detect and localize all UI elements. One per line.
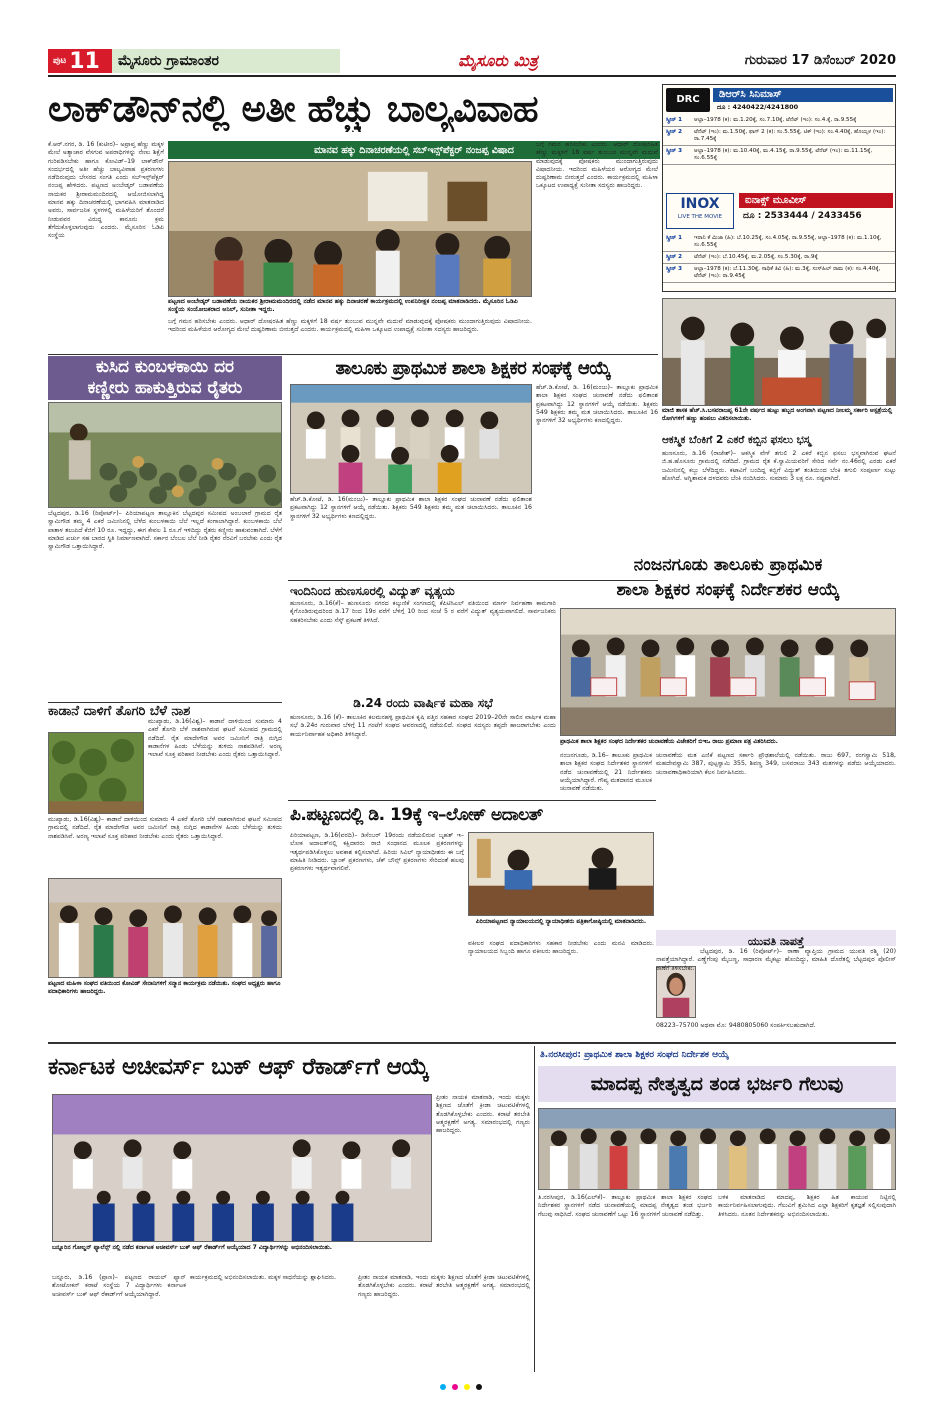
adalat-col2: ವಕೀಲರ ಸಂಘದ ಪದಾಧಿಕಾರಿಗಳು ಸಹಕಾರ ನೀಡಬೇಕು ಎಂದು ಮನವಿ ಮಾಡಿದರು. ನ್ಯಾಯಾಲಯದ ಸಿಬ್ಬಂದಿ ಹಾಗೂ ವಕೀಲರು ಹಾಜರಿದ್ದರು. xyxy=(468,940,654,956)
yuvati-headline: ಯುವತಿ ನಾಪತ್ತೆ xyxy=(747,935,805,948)
lead-col1: ಕೆ.ಆರ್.ನಗರ, ಡಿ. 16 (ಕುಟೀರ)– ಅಪ್ರಾಪ್ತ ಹೆಣ್ಣು ಮಕ್ಕಳ ಮೇಲೆ ಅತ್ಯಾಚಾರ ವೆಸಗುವ ಅಪರಾಧಿಗಳನ್ನು ನೇಣು ಶಿಕ್ಷೆಗೆ ಗುರಿಪಡಿಸಬೇಕು ಹಾಗೂ ಕೋವಿಡ್–19 ಲಾಕ್‌ಡೌನ್ ಸಂದರ್ಭದಲ್ಲಿ ಅತೀ ಹೆಚ್ಚು ಬಾಲ್ಯವಿವಾಹ ಪ್ರಕರಣಗಳು ನಡೆದಿರುವುದು ಬೇಸರದ ಸಂಗತಿ ಎಂದು ಸಬ್‌ಇನ್ಸ್‌ಪೆಕ್ಟರ್ ನಂಜಪ್ಪ ಹೇಳಿದರು. ಪಟ್ಟಣದ ಅಂಬೇಡ್ಕರ್ ಬಡಾವಣೆಯ ನಾಯಕರ ಶ್ರೀರಾಮಮಂದಿರದಲ್ಲಿ ಆಯೋಜಿಸಲಾಗಿದ್ದ ಮಾನವ ಹಕ್ಕು ದಿನಾಚರಣೆಯಲ್ಲಿ ಭಾಗವಹಿಸಿ ಮಾತನಾಡಿದ ಅವರು, ಸಾರ್ವಜನಿಕ ಸ್ಥಳಗಳಲ್ಲಿ ಮಹಿಳೆಯರಿಗೆ ತೊಂದರೆ ನೀಡುವವರ ವಿರುದ್ಧ ಕಾನೂನು ಕ್ರಮ ತೆಗೆದುಕೊಳ್ಳಲಾಗುವುದು ಎಂದರು. ಮೈಸೂರಿನ ಓಡಿಪಿ ಸಂಸ್ಥೆಯ xyxy=(48,141,164,240)
kadane-headline: ಕಾಡಾನೆ ದಾಳಿಗೆ ತೊಗರಿ ಬೆಳೆ ನಾಶ xyxy=(48,704,191,719)
inox-tagline: LIVE THE MOVIE xyxy=(677,214,723,220)
cinema-box xyxy=(662,84,896,292)
rule xyxy=(48,702,282,703)
kadane-event-caption: ಪಟ್ಟಣದ ಮಹಿಳಾ ಸಂಘದ ವತಿಯಿಂದ ಕೋವಿಡ್ ಸೇನಾನಿಗಳಿಗೆ ಸನ್ಮಾನ ಕಾರ್ಯಕ್ರಮ ನಡೆಯಿತು. ಸಂಘದ ಅಧ್ಯಕ್ಷರು ಹಾಗೂ ಪದಾಧಿಕಾರಿಗಳು ಹಾಜರಿದ್ದರು. xyxy=(48,980,281,995)
drc-phone: ದೂ : 4240422/4241800 xyxy=(717,103,799,111)
screen-label: ಸ್ಕ್ರೀನ್ 1 xyxy=(666,117,683,123)
judges-photo-image xyxy=(469,833,653,915)
achievers-photo xyxy=(52,1094,432,1242)
hospital-photo-caption: ಮಾಜಿ ಶಾಸಕ ಹೆಚ್.ಸಿ.ಬಸವರಾಜಪ್ಪ 61ನೇ ವರ್ಷದ ಹುಟ್ಟು ಹಬ್ಬದ ಅಂಗವಾಗಿ ಪಟ್ಟಣದ ನೀಲಮ್ಮ ಸರ್ಕಾರಿ ಆಸ್ಪತ್ರೆಯಲ್ಲಿ ರೋಗಿಗಳಿಗೆ ಹಣ್ಣು ಹಂಪಲು ವಿತರಿಸಲಾಯಿತು. xyxy=(662,407,893,422)
lead-headline: ಲಾಕ್‌ಡೌನ್‌ನಲ್ಲಿ ಅತೀ ಹೆಚ್ಚು ಬಾಲ್ಯವಿವಾಹ xyxy=(48,87,538,130)
hospital-photo xyxy=(662,298,896,406)
inox-row xyxy=(663,252,895,264)
nanjangud-headline-box xyxy=(560,552,896,604)
yuvati-phone: 08223–75700 ಅಥವಾ ಮೊ: 9480805060 ಸಂಪರ್ಕಿಸಬಹುದಾಗಿದೆ. xyxy=(656,1022,816,1029)
tnarasipura-headline-box xyxy=(538,1066,896,1102)
page-number: 11 xyxy=(69,48,100,74)
achievers-headline: ಕರ್ನಾಟಕ ಅಚೀವರ್ಸ್ ಬುಕ್ ಆಫ್ ರೆಕಾರ್ಡ್‌ಗೆ ಆಯ್ಕೆ xyxy=(48,1054,429,1080)
lead-col2: ಬಗ್ಗೆ ಗಮನ ಹರಿಸಬೇಕು ಎಂದರು. ಆಧಾರ್ ದೋಷರಹಿತ ಹೆಣ್ಣು ಮಕ್ಕಳಿಗೆ 18 ವರ್ಷ ತುಂಬುವ ಮುನ್ನವೇ ಮದುವೆ ಮಾಡುವುದಕ್ಕೆ ಪೋಷಕರು ಮುಂದಾಗುತ್ತಿರುವುದು ವಿಷಾದನೀಯ. ಇದರಿಂದ ಮಹಿಳೆಯರ ಆರೋಗ್ಯದ ಮೇಲೆ ದುಷ್ಪರಿಣಾಮ ಬೀರುತ್ತದೆ ಎಂದರು. ಕಾರ್ಯಕ್ರಮದಲ್ಲಿ ಮಹಿಳಾ ಒಕ್ಕೂಟದ ಉಪಾಧ್ಯಕ್ಷೆ ಸುನೀತಾ ಸದಸ್ಯರು ಹಾಜರಿದ್ದರು. xyxy=(536,141,658,190)
drc-row xyxy=(663,127,895,146)
hospital-photo-image xyxy=(663,299,895,405)
achievers-col1: ಬನ್ನೂರು, ಡಿ.16 (ಪ್ರಾಣ)– ಪಟ್ಟಣದ ರಾಯಲ್ ಫ್ಯಾನ್ ಶೋಟೋಕನ್ ಕರಾಟೆ ಸಂಸ್ಥೆಯ 7 ವಿದ್ಯಾರ್ಥಿಗಳು ಕರ್ನಾಟಕ ಅಚೀವರ್ಸ್ ಬುಕ್ ಆಫ್ ರೆಕಾರ್ಡ್‌ಗೆ ಆಯ್ಕೆಯಾಗಿದ್ದಾರೆ. xyxy=(52,1274,186,1298)
showtimes: ಆಲ್ಫಾ–1978 (ಕ): ಬೆ.11.30ಕ್ಕೆ, ಸಾಧಿಕೆ ತಿವಿ (ಹಿ): ಮ.3ಕ್ಕೆ, ಸುಸ್‌ಹಿಲ್ ರಾಮ (ಕ): ಸಂ.4.40ಕ್ಕೆ, ಟೆನೆಟ್ (ಇಂ): ರಾ.9.45ಕ್ಕೆ xyxy=(694,266,881,279)
screen-label: ಸ್ಕ್ರೀನ್ 2 xyxy=(666,254,683,260)
pumpkin-text: ಬೆಟ್ಟದಪುರ, ಡಿ.16 (ರಿಪೋರ್ಟ್)– ಪಿರಿಯಾಪಟ್ಟಣ ತಾಲ್ಲೂಕಿನ ಬೆಟ್ಟದಪುರ ಸಮೀಪದ ಅಂಬಲಾರೆ ಗ್ರಾಮದ ರೈತ ಸ್ವಾಮಿಗೌಡ ತಮ್ಮ 4 ಎಕರೆ ಜಮೀನಿನಲ್ಲಿ ಬೆಳೆದ ಕುಂಬಳಕಾಯಿ ಬೆಲೆ ಇಲ್ಲದೆ ಕಂಗಾಲಾಗಿದ್ದಾರೆ. ಕುಂಬಳಕಾಯಿ ಬೆಲೆ ಪಾತಾಳ ತಲುಪಿದೆ ಕೆಜಿಗೆ 10 ರೂ. ಇದ್ದದ್ದು, ಈಗ ಕೇವಲ 1 ರೂ.ಗೆ ಇಳಿದಿದ್ದು ರೈತರು ಕಣ್ಣೀರು ಹಾಕುವಂತಾಗಿದೆ. ಬೆಳೆಗೆ ಮಾಡಿದ ಖರ್ಚು ಸಹ ಬಾರದ ಸ್ಥಿತಿ ನಿರ್ಮಾಣವಾಗಿದೆ. ಸರ್ಕಾರ ಬೆಂಬಲ ಬೆಲೆ ನೀಡಿ ರೈತರ ನೆರವಿಗೆ ಬರಬೇಕು ಎಂದು ರೈತ ಸ್ವಾಮಿಗೌಡ ಒತ್ತಾಯಿಸಿದ್ದಾರೆ. xyxy=(48,510,282,551)
showtimes: ಟೆನೆಟ್ (ಇಂ): ಮ.1.50ಕ್ಕೆ, ಫಾಗ್ 2 (ಕ): ಸಂ.5.55ಕ್ಕೆ, ಟಿಕ್ (ಇಂ): ಸಂ.4.40ಕ್ಕೆ, ಹೊಯ್ಸಳ (ಇಂ): ರಾ.7.45ಕ್ಕೆ xyxy=(694,129,886,142)
drc-logo: DRC xyxy=(666,88,710,112)
screen-label: ಸ್ಕ್ರೀನ್ 3 xyxy=(666,148,683,154)
adalat-photo-caption: ಪಿರಿಯಾಪಟ್ಟಣದ ನ್ಯಾಯಾಲಯದಲ್ಲಿ ನ್ಯಾಯಾಧೀಶರು ಪತ್ರಿಕಾಗೋಷ್ಠಿಯಲ್ಲಿ ಮಾತನಾಡಿದರು. xyxy=(475,918,647,925)
kadane-event-photo xyxy=(48,878,282,978)
tnarasipura-col2: ಬಳಿಕ ಮಾತನಾಡಿದ ಮಾದಪ್ಪ, ಶಿಕ್ಷಕರ ಹಿತ ಕಾಯುವ ನಿಟ್ಟಿನಲ್ಲಿ ಕಾರ್ಯನಿರ್ವಹಿಸಲಾಗುವುದು. ಗೆಲುವಿಗೆ ಶ್ರಮಿಸಿದ ಎಲ್ಲಾ ಶಿಕ್ಷಕರಿಗೆ ಕೃತಜ್ಞತೆ ಸಲ್ಲಿಸುವುದಾಗಿ ತಿಳಿಸಿದರು. ನೂತನ ನಿರ್ದೇಶಕರನ್ನು ಅಭಿನಂದಿಸಲಾಯಿತು. xyxy=(718,1194,896,1218)
tnarasipura-kicker: ತಿ.ನರಸೀಪುರ: ಪ್ರಾಥಮಿಕ ಶಾಲಾ ಶಿಕ್ಷಕರ ಸಂಘದ ನಿರ್ದೇಶಕ ಆಯ್ಕೆ xyxy=(540,1050,729,1060)
pumpkin-photo xyxy=(48,402,282,508)
teachers-headline: ತಾಲೂಕು ಪ್ರಾಥಮಿಕ ಶಾಲಾ ಶಿಕ್ಷಕರ ಸಂಘಕ್ಕೆ ಆಯ್ಕೆ xyxy=(335,358,611,379)
inox-row xyxy=(663,233,895,252)
lead-col3 xyxy=(168,318,532,352)
page-label: ಪುಟ xyxy=(53,56,67,66)
drc-title: ಡಿಆರ್‌ಸಿ ಸಿನಿಮಾಸ್ xyxy=(719,89,782,100)
achievers-photo-caption: ಬನ್ನೂರಿನ ಗೋಲ್ಡನ್ ಫ್ಯಾಲೆನ್ಸ್ ನಲ್ಲಿ ನಡೆದ ಕರ್ನಾಟಕ ಅಚೀವರ್ಸ್ ಬುಕ್ ಆಫ್ ರೆಕಾರ್ಡ್‌ಗೆ ಆಯ್ಕೆಯಾದ 7 ವಿದ್ಯಾರ್ಥಿಗಳನ್ನು ಅಭಿನಂದಿಸಲಾಯಿತು. xyxy=(52,1244,333,1251)
inox-title: ಐನಾಕ್ಸ್ ಮೂವೀಸ್ xyxy=(745,195,807,206)
showtimes: ಆಲ್ಫಾ–1978 (ಕ): ಮ.1.20ಕ್ಕೆ, ಸಂ.7.10ಕ್ಕೆ, ಟೆನೆಟ್ (ಇಂ): ಸಂ.4.ಕ್ಕೆ, ರಾ.9.55ಕ್ಕೆ xyxy=(694,117,857,123)
crop-field-image xyxy=(49,733,143,813)
lead-strap-text: ಮಾನವ ಹಕ್ಕು ದಿನಾಚರಣೆಯಲ್ಲಿ ಸಬ್‌ಇನ್ಸ್‌ಪೆಕ್ಟರ್ ನಂಜಪ್ಪ ವಿಷಾದ xyxy=(314,144,514,156)
drc-row xyxy=(663,115,895,127)
teachers-text: ಹೆಚ್.ಡಿ.ಕೋಟೆ, ಡಿ. 16(ಮಂಜು)– ತಾಲ್ಲೂಕು ಪ್ರಾಥಮಿಕ ಶಾಲಾ ಶಿಕ್ಷಕರ ಸಂಘದ ಚುನಾವಣೆ ನಡೆದು ಫಲಿತಾಂಶ ಪ್ರಕಟವಾಗಿದ್ದು 12 ಸ್ಥಾನಗಳಿಗೆ ಆಯ್ಕೆ ನಡೆಯಿತು. ಶಿಕ್ಷಕರು 549 ಶಿಕ್ಷಕರು ತಮ್ಮ ಮತ ಚಲಾಯಿಸಿದರು. ತಾಲೂಕಿನ 16 ಸ್ಥಾನಗಳಿಗೆ 32 ಅಭ್ಯರ್ಥಿಗಳು ಕಣದಲ್ಲಿದ್ದರು. xyxy=(290,496,532,520)
nanjangud-col2: ಚುನಾವಣೆಯ ಮತ ಎಣಿಕೆ ಪಟ್ಟಣದ ಸರ್ಕಾರಿ ಪ್ರೌಢಶಾಲೆಯಲ್ಲಿ ನಡೆಯಿತು. ರಾಜು 697, ರಂಗಸ್ವಾಮಿ 518, ಮಹದೇವಸ್ವಾಮಿ 387, ಪುಟ್ಟಸ್ವಾಮಿ 355, ಶಿವಣ್ಣ 349, ಬಸವರಾಜು 343 ಮತಗಳನ್ನು ಪಡೆದು ಆಯ್ಕೆಯಾದರು. ಚುನಾವಣಾಧಿಕಾರಿಯಾಗಿ ಕೆಲಸ ನಿರ್ವಹಿಸಿದರು. xyxy=(656,752,896,776)
section-banner xyxy=(112,49,340,73)
inox-logo xyxy=(666,193,734,229)
drc-row xyxy=(663,146,895,165)
rule xyxy=(534,1046,535,1372)
inox-phone: ದೂ : 2533444 / 2433456 xyxy=(743,211,862,221)
achievers-col3: ಪ್ರೀತಂ ನಾಯಕ ಮಾತನಾಡಿ, ಇಂದು ಮಕ್ಕಳು ಶಿಕ್ಷಣದ ಜೊತೆಗೆ ಕ್ರೀಡಾ ಚಟುವಟಿಕೆಗಳಲ್ಲಿ ತೊಡಗಿಕೊಳ್ಳಬೇಕು ಎಂದರು. ಕರಾಟೆ ತರಬೇತಿ ಆತ್ಮರಕ್ಷಣೆಗೆ ಅಗತ್ಯ. ಸಮಾರಂಭದಲ್ಲಿ ಗಣ್ಯರು ಹಾಜರಿದ್ದರು. xyxy=(436,1094,530,1135)
pumpkin-headline-box xyxy=(48,356,282,400)
power-headline: ಇಂದಿನಿಂದ ಹುಣಸೂರಲ್ಲಿ ವಿದ್ಯುತ್ ವ್ಯತ್ಯಯ xyxy=(290,584,455,598)
inox-row xyxy=(663,264,895,283)
karate-students-image xyxy=(53,1095,431,1241)
tnarasipura-headline: ಮಾದಪ್ಪ ನೇತೃತ್ವದ ತಂಡ ಭರ್ಜರಿ ಗೆಲುವು xyxy=(590,1073,844,1095)
rule xyxy=(288,800,656,801)
adalat-col1: ಪಿರಿಯಾಪಟ್ಟಣ, ಡಿ.16(ವರದಿ)– ಡಿಸೆಂಬರ್ 19ರಂದು ನಡೆಯಲಿರುವ ಬೃಹತ್ ಇ–ಲೋಕ ಅದಾಲತ್‌ನಲ್ಲಿ ಕಕ್ಷಿದಾರರು ರಾಜಿ ಸಂಧಾನದ ಮೂಲಕ ಪ್ರಕರಣಗಳನ್ನು ಇತ್ಯರ್ಥಪಡಿಸಿಕೊಳ್ಳಲು ಅವಕಾಶ ಕಲ್ಪಿಸಲಾಗಿದೆ. ಹಿರಿಯ ಸಿವಿಲ್ ನ್ಯಾಯಾಧೀಶರು ಈ ಬಗ್ಗೆ ಮಾಹಿತಿ ನೀಡಿದರು. ಬ್ಯಾಂಕ್ ಪ್ರಕರಣಗಳು, ಚೆಕ್ ಬೌನ್ಸ್ ಪ್ರಕರಣಗಳು ಸೇರಿದಂತೆ ಹಲವು ಪ್ರಕರಣಗಳು ಇತ್ಯರ್ಥವಾಗಲಿವೆ. xyxy=(290,832,464,873)
yuvati-headline-box xyxy=(656,930,896,946)
masthead xyxy=(48,48,896,74)
screen-label: ಸ್ಕ್ರೀನ್ 1 xyxy=(666,235,683,241)
meeting-photo-image xyxy=(169,162,531,296)
teachers-text-right: ಹೆಚ್.ಡಿ.ಕೋಟೆ, ಡಿ. 16(ಮಂಜು)– ತಾಲ್ಲೂಕು ಪ್ರಾಥಮಿಕ ಶಾಲಾ ಶಿಕ್ಷಕರ ಸಂಘದ ಚುನಾವಣೆ ನಡೆದು ಫಲಿತಾಂಶ ಪ್ರಕಟವಾಗಿದ್ದು 12 ಸ್ಥಾನಗಳಿಗೆ ಆಯ್ಕೆ ನಡೆಯಿತು. ಶಿಕ್ಷಕರು 549 ಶಿಕ್ಷಕರು ತಮ್ಮ ಮತ ಚಲಾಯಿಸಿದರು. ತಾಲೂಕಿನ 16 ಸ್ಥಾನಗಳಿಗೆ 32 ಅಭ್ಯರ್ಥಿಗಳು ಕಣದಲ್ಲಿದ್ದರು. xyxy=(536,384,658,425)
fire-headline: ಆಕಸ್ಮಿಕ ಬೆಂಕಿಗೆ 2 ಎಕರೆ ಕಬ್ಬಿನ ಫಸಲು ಭಸ್ಮ xyxy=(662,434,811,446)
lead-col3-text: ಬಗ್ಗೆ ಗಮನ ಹರಿಸಬೇಕು ಎಂದರು. ಆಧಾರ್ ದೋಷರಹಿತ ಹೆಣ್ಣು ಮಕ್ಕಳಿಗೆ 18 ವರ್ಷ ತುಂಬುವ ಮುನ್ನವೇ ಮದುವೆ ಮಾಡುವುದಕ್ಕೆ ಪೋಷಕರು ಮುಂದಾಗುತ್ತಿರುವುದು ವಿಷಾದನೀಯ. ಇದರಿಂದ ಮಹಿಳೆಯರ ಆರೋಗ್ಯದ ಮೇಲೆ ದುಷ್ಪರಿಣಾಮ ಬೀರುತ್ತದೆ ಎಂದರು. ಕಾರ್ಯಕ್ರಮದಲ್ಲಿ ಮಹಿಳಾ ಒಕ್ಕೂಟದ ಉಪಾಧ್ಯಕ್ಷೆ ಸುನೀತಾ ಸದಸ್ಯರು ಹಾಜರಿದ್ದರು. xyxy=(168,318,532,334)
section-name: ಮೈಸೂರು ಗ್ರಾಮಾಂತರ xyxy=(118,53,219,69)
adalat-headline: ಪಿ.ಪಟ್ಟಣದಲ್ಲಿ ಡಿ. 19ಕ್ಕೆ ಇ–ಲೋಕ್ ಅದಾಲತ್ xyxy=(290,805,543,825)
nanjangud-photo xyxy=(560,608,896,736)
inox-title-bar xyxy=(739,193,893,208)
achievers-col4: ಪ್ರೀತಂ ನಾಯಕ ಮಾತನಾಡಿ, ಇಂದು ಮಕ್ಕಳು ಶಿಕ್ಷಣದ ಜೊತೆಗೆ ಕ್ರೀಡಾ ಚಟುವಟಿಕೆಗಳಲ್ಲಿ ತೊಡಗಿಕೊಳ್ಳಬೇಕು ಎಂದರು. ಕರಾಟೆ ತರಬೇತಿ ಆತ್ಮರಕ್ಷಣೆಗೆ ಅಗತ್ಯ. ಸಮಾರಂಭದಲ್ಲಿ ಗಣ್ಯರು ಹಾಜರಿದ್ದರು. xyxy=(358,1274,530,1298)
inox-brand: INOX xyxy=(680,196,720,212)
tnarasipura-col1: ತಿ.ನರಸೀಪುರ, ಡಿ.16(ಎಲ್‌ಕೆ)– ತಾಲ್ಲೂಕು ಪ್ರಾಥಮಿಕ ಶಾಲಾ ಶಿಕ್ಷಕರ ಸಂಘದ ನಿರ್ದೇಶಕರ ಸ್ಥಾನಗಳಿಗೆ ನಡೆದ ಚುನಾವಣೆಯಲ್ಲಿ ಮಾದಪ್ಪ ನೇತೃತ್ವದ ತಂಡ ಭರ್ಜರಿ ಗೆಲುವು ಸಾಧಿಸಿದೆ. ಸಂಘದ ಚುನಾವಣೆಗೆ ಒಟ್ಟು 16 ಸ್ಥಾನಗಳಿಗೆ ಚುನಾವಣೆ ನಡೆದಿತ್ತು. xyxy=(538,1194,712,1218)
kadane-text: ಮುಖ್ಯಾಡು, ಡಿ.16(ವಿಶ್ವ)– ಕಾಡಾನೆ ದಾಳಿಯಿಂದ ಸುಮಾರು 4 ಎಕರೆ ತೊಗರಿ ಬೆಳೆ ನಾಶವಾಗಿರುವ ಘಟನೆ ಸಮೀಪದ ಗ್ರಾಮದಲ್ಲಿ ನಡೆದಿದೆ. ರೈತ ಮಾದೇಗೌಡ ಅವರ ಜಮೀನಿಗೆ ರಾತ್ರಿ ನುಗ್ಗಿದ ಕಾಡಾನೆಗಳ ಹಿಂಡು ಬೆಳೆಯನ್ನು ತುಳಿದು ನಾಶಪಡಿಸಿವೆ. ಅರಣ್ಯ ಇಲಾಖೆ ಸೂಕ್ತ ಪರಿಹಾರ ನೀಡಬೇಕು ಎಂದು ರೈತರು ಒತ್ತಾಯಿಸಿದ್ದಾರೆ. xyxy=(148,718,282,759)
teachers-photo xyxy=(290,384,532,494)
drc-title-bar xyxy=(713,88,893,102)
lead-photo xyxy=(168,161,532,297)
pumpkin-photo-image xyxy=(49,403,281,507)
registration-marks xyxy=(440,1384,500,1392)
agm-headline: ಡಿ.24 ರಂದು ವಾರ್ಷಿಕ ಮಹಾ ಸಭೆ xyxy=(353,696,493,710)
fire-text: ಹುಣಸೂರು, ಡಿ.16 (ರಾಜೇಶ್)– ಆಕಸ್ಮಿಕ ವೇಳೆ ತಗುಲಿ 2 ಎಕರೆ ಕಬ್ಬಿನ ಫಸಲು ಭಸ್ಮವಾಗಿರುವ ಘಟನೆ ಜಿ.ಹ.ಹೊಸೂರು ಗ್ರಾಮದಲ್ಲಿ ನಡೆದಿದೆ. ಗ್ರಾಮದ ರೈತ ಕೆ.ಸ್ವಾಮಿಯವರಿಗೆ ಸೇರಿದ ಸರ್ವೆ ನಂ.46ರಲ್ಲಿ ಎರಡು ಎಕರೆ ಜಮೀನಿನಲ್ಲಿ ಕಬ್ಬು ಬೆಳೆದಿದ್ದರು. ಕಟಾವಿಗೆ ಬಂದಿದ್ದ ಕಬ್ಬಿಗೆ ವಿದ್ಯುತ್ ತಂತಿಯಿಂದ ಬೆಂಕಿ ತಗುಲಿ ಸಂಪೂರ್ಣ ಸುಟ್ಟು ಹೋಗಿದೆ. ಅಗ್ನಿಶಾಮಕ ದಳದವರು ಬೆಂಕಿ ನಂದಿಸಿದರು. ಸುಮಾರು 3 ಲಕ್ಷ ರೂ. ನಷ್ಟವಾಗಿದೆ. xyxy=(662,450,896,482)
rule xyxy=(48,1042,896,1044)
rule xyxy=(48,354,658,355)
kadane-photo xyxy=(48,732,144,814)
pumpkin-headline-2: ಕಣ್ಣೀರು ಹಾಕುತ್ತಿರುವ ರೈತರು xyxy=(87,378,243,398)
screen-label: ಸ್ಕ್ರೀನ್ 2 xyxy=(666,129,683,135)
pumpkin-headline-1: ಕುಸಿದ ಕುಂಬಳಕಾಯಿ ದರ xyxy=(95,357,235,377)
adalat-photo xyxy=(468,832,654,916)
paper-name: ಮೈಸೂರು ಮಿತ್ರ xyxy=(458,51,538,70)
screen-label: ಸ್ಕ್ರೀನ್ 3 xyxy=(666,266,683,272)
teachers-photo-image xyxy=(291,385,531,493)
achievers-col2: ಕಾರ್ಯಕ್ರಮದಲ್ಲಿ ಅಭಿನಂದಿಸಲಾಯಿತು. ಮಕ್ಕಳ ಸಾಧನೆಯನ್ನು ಶ್ಲಾಘಿಸಿದರು. xyxy=(190,1274,337,1281)
issue-date: ಗುರುವಾರ 17 ಡಿಸೆಂಬರ್ 2020 xyxy=(744,53,896,68)
nanjangud-headline-1: ನಂಜನಗೂಡು ತಾಲೂಕು ಪ್ರಾಥಮಿಕ xyxy=(633,555,823,575)
masthead-rule xyxy=(48,75,896,77)
showtimes: ಆಲ್ಫಾ–1978 (ಕ): ಮ.10.40ಕ್ಕೆ, ಮ.4.15ಕ್ಕೆ, ರಾ.9.55ಕ್ಕೆ, ಟೆನೆಟ್ (ಇಂ): ಮ.11.15ಕ್ಕೆ, ಸಂ.6.55ಕ್ಕೆ xyxy=(694,148,873,161)
event-photo-image xyxy=(49,879,281,977)
inox-showtimes xyxy=(663,233,895,283)
nanjangud-photo-caption: ಪ್ರಾಥಮಿಕ ಶಾಲಾ ಶಿಕ್ಷಕರ ಸಂಘದ ನಿರ್ದೇಶಕರ ಚುನಾವಣೆಯ ವಿಜೇತರಿಗೆ ಬಿಇಒ ರಾಜು ಪ್ರಮಾಣ ಪತ್ರ ವಿತರಿಸಿದರು. xyxy=(560,738,778,745)
power-text: ಹುಣಸೂರು, ಡಿ.16(ಕೆ)– ಹುಣಸೂರು ನಗರದ ಕಲ್ಕುಣಿಕೆ ಸಂಗಣದಲ್ಲಿ ಕೆಪಿಟಿಸಿಎಲ್ ವತಿಯಿಂದ ಮಾರ್ಗ ನಿರ್ವಹಣಾ ಕಾಮಗಾರಿ ಕೈಗೊಂಡಿರುವುದರಿಂದ ಡಿ.17 ರಿಂದ 19ರ ವರೆಗೆ ಬೆಳಿಗ್ಗೆ 10 ರಿಂದ ಸಂಜೆ 5 ರ ವರೆಗೆ ವಿದ್ಯುತ್ ವ್ಯತ್ಯಯವಾಗಲಿದೆ. ಸಾರ್ವಜನಿಕರು ಸಹಕರಿಸಬೇಕು ಎಂದು ಸೆಸ್ಕ್ ಪ್ರಕಟಣೆ ತಿಳಿಸಿದೆ. xyxy=(290,600,556,624)
nanjangud-photo-image xyxy=(561,609,895,735)
tnarasipura-photo xyxy=(538,1108,896,1190)
victory-group-image xyxy=(539,1109,895,1189)
yuvati-text: ಬೆಟ್ಟದಪುರ, ಡಿ. 16 (ರಿಪೋರ್ಟ್)– ಠಾಣಾ ವ್ಯಾಪ್ತಿಯ ಗ್ರಾಮದ ಯುವತಿ ರಶ್ಮಿ (20) ನಾಪತ್ತೆಯಾಗಿದ್ದಾರೆ. ಎಣ್ಣೆಗೆಂಪು ಮೈಬಣ್ಣ, ಸಾಧಾರಣ ಮೈಕಟ್ಟು ಹೊಂದಿದ್ದು, ಮಾಹಿತಿ ದೊರೆತಲ್ಲಿ ಬೆಟ್ಟದಪುರ ಪೊಲೀಸ್ ಠಾಣೆಗೆ ತಿಳಿಸಬೇಕು. xyxy=(656,948,896,972)
agm-text: ಹುಣಸೂರು, ಡಿ.16 (ಕೆ)– ತಾಲೂಕಿನ ಕಲಮನಹಳ್ಳಿ ಪ್ರಾಥಮಿಕ ಕೃಷಿ ಪತ್ತಿನ ಸಹಕಾರ ಸಂಘದ 2019–20ನೇ ಸಾಲಿನ ವಾರ್ಷಿಕ ಮಹಾ ಸಭೆ ಡಿ.24ರ ಗುರುವಾರ ಬೆಳಿಗ್ಗೆ 11 ಗಂಟೆಗೆ ಸಂಘದ ಆವರಣದಲ್ಲಿ ನಡೆಯಲಿದೆ. ಸಂಘದ ಸದಸ್ಯರು ತಪ್ಪದೇ ಹಾಜರಾಗಬೇಕು ಎಂದು ಕಾರ್ಯನಿರ್ವಾಹಕ ಅಧಿಕಾರಿ ತಿಳಿಸಿದ್ದಾರೆ. xyxy=(290,714,556,738)
nanjangud-col1: ನಂಜನಗೂಡು, ಡಿ.16– ತಾಲೂಕು ಪ್ರಾಥಮಿಕ ಶಾಲಾ ಶಿಕ್ಷಕರ ಸಂಘದ ನಿರ್ದೇಶಕರ ಸ್ಥಾನಗಳಿಗೆ ನಡೆದ ಚುನಾವಣೆಯಲ್ಲಿ 21 ನಿರ್ದೇಶಕರು ಆಯ್ಕೆಯಾಗಿದ್ದಾರೆ. ಗೌಪ್ಯ ಮತದಾನದ ಮೂಲಕ ಚುನಾವಣೆ ನಡೆಯಿತು. xyxy=(560,752,652,793)
kadane-text-lower: ಮುಖ್ಯಾಡು, ಡಿ.16(ವಿಶ್ವ)– ಕಾಡಾನೆ ದಾಳಿಯಿಂದ ಸುಮಾರು 4 ಎಕರೆ ತೊಗರಿ ಬೆಳೆ ನಾಶವಾಗಿರುವ ಘಟನೆ ಸಮೀಪದ ಗ್ರಾಮದಲ್ಲಿ ನಡೆದಿದೆ. ರೈತ ಮಾದೇಗೌಡ ಅವರ ಜಮೀನಿಗೆ ರಾತ್ರಿ ನುಗ್ಗಿದ ಕಾಡಾನೆಗಳ ಹಿಂಡು ಬೆಳೆಯನ್ನು ತುಳಿದು ನಾಶಪಡಿಸಿವೆ. ಅರಣ್ಯ ಇಲಾಖೆ ಸೂಕ್ತ ಪರಿಹಾರ ನೀಡಬೇಕು ಎಂದು ರೈತರು ಒತ್ತಾಯಿಸಿದ್ದಾರೆ. xyxy=(48,816,282,840)
showtimes: ಟೆನೆಟ್ (ಇಂ): ಬೆ.10.45ಕ್ಕೆ, ಮ.2.05ಕ್ಕೆ, ಸಂ.5.30ಕ್ಕೆ, ರಾ.9ಕ್ಕೆ xyxy=(694,254,818,260)
showtimes: ಇರಾನಿ ಕೆ ಮಿಜಾ (ಹಿ): ಬೆ.10.25ಕ್ಕೆ, ಸಂ.4.05ಕ್ಕೆ, ರಾ.9.55ಕ್ಕೆ, ಆಲ್ಫಾ–1978 (ಕ): ಮ.1.10ಕ್ಕೆ, ಸಂ.6.55ಕ್ಕೆ xyxy=(694,235,882,248)
page-number-badge xyxy=(48,49,112,73)
nanjangud-headline-2: ಶಾಲಾ ಶಿಕ್ಷಕರ ಸಂಘಕ್ಕೆ ನಿರ್ದೇಶಕರ ಆಯ್ಕೆ xyxy=(616,580,840,600)
lead-photo-caption: ಪಟ್ಟಣದ ಅಂಬೇಡ್ಕರ್ ಬಡಾವಣೆಯ ನಾಯಕರ ಶ್ರೀರಾಮಮಂದಿರದಲ್ಲಿ ನಡೆದ ಮಾನವ ಹಕ್ಕು ದಿನಾಚರಣೆ ಕಾರ್ಯಕ್ರಮದಲ್ಲಿ ಉಪನಿರೀಕ್ಷಕ ನಂಜಪ್ಪ ಮಾತನಾಡಿದರು. ಮೈಸೂರಿನ ಓಡಿಪಿ ಸಂಸ್ಥೆಯ ಸಂಯೋಜಕರಾದ ಅನಿಲ್, ಸುನೀತಾ ಇದ್ದರು. xyxy=(168,298,518,313)
drc-showtimes xyxy=(663,115,895,165)
